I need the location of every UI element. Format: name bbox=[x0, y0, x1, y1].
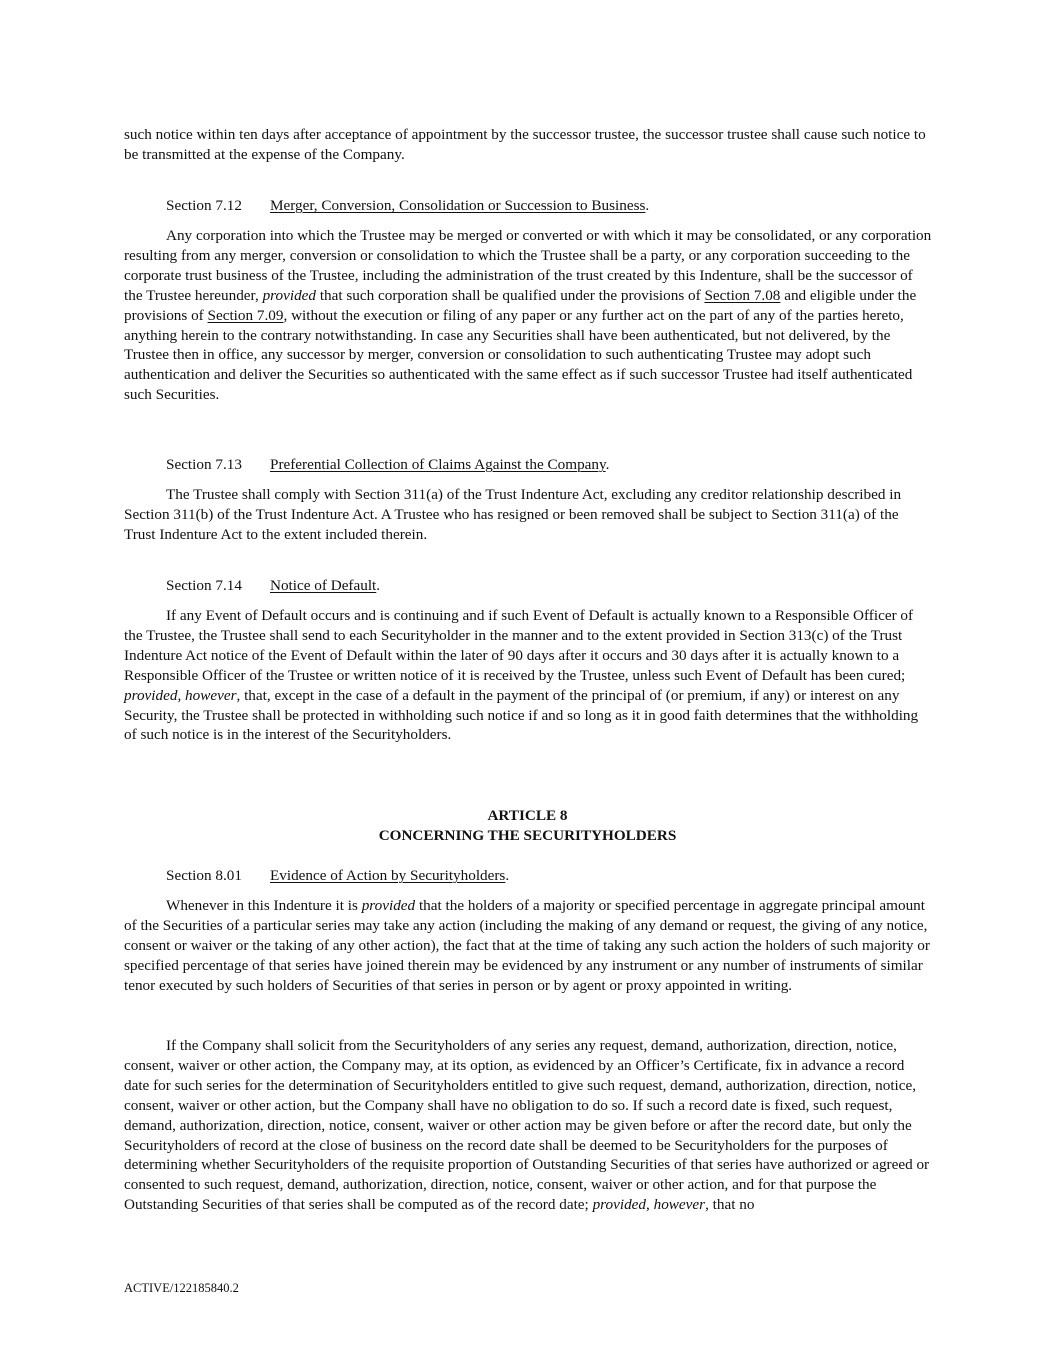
text-run: , that, except in the case of a default in the payment of the principal of (or premium, if any) or interest on any Security, the Trustee shall be protected in withholding such notice if and so long as it in good faith determines that the withholding of such notice is in the interest of the Securityholders. bbox=[124, 686, 919, 744]
section-7-12-paragraph bbox=[124, 226, 932, 405]
section-title: Evidence of Action by Securityholders bbox=[270, 867, 506, 884]
italic-run: however bbox=[653, 1196, 706, 1214]
section-7-14-heading bbox=[166, 576, 380, 596]
italic-run: provided bbox=[361, 897, 416, 914]
article-number: ARTICLE 8 bbox=[487, 807, 568, 824]
section-number: Section 7.13 bbox=[166, 456, 242, 473]
text-run: If any Event of Default occurs and is continuing and if such Event of Default is actually known to a Responsible Officer of the Trustee, the Trustee shall send to each Securityholder in the manner and to the extent provided in Section 313(c) of the Trust Indenture Act notice of the Event of Default within the later of 90 days after it occurs and 30 days after it is actually known to a Responsible Officer of the Trustee or written notice of it is received by the Trustee, unless such Event of Default has been cured; bbox=[124, 607, 914, 684]
text-run: Any corporation into which the Trustee may be merged or converted or with which it may be consolidated, or any corporation resulting from any merger, conversion or consolidation to which the Trustee shall be a party, or any corporation succeeding to the corporate trust business of the Trustee, including the administration of the trust created by this Indenture, shall be the successor of the Trustee hereunder, bbox=[124, 227, 932, 304]
document-footer-id: ACTIVE/122185840.2 bbox=[124, 1281, 239, 1295]
text-run: and eligible under the provisions of bbox=[124, 286, 917, 324]
section-title: Preferential Collection of Claims Against the Company bbox=[270, 456, 606, 473]
text-run: If the Company shall solicit from the Securityholders of any series any request, demand, authorization, direction, notice, consent, waiver or other action, the Company may, at its option, as evidenced by an Officer’s Certificate, fix in advance a record date for such series for the determination of Securityholders entitled to give such request, demand, authorization, direction, notice, consent, waiver or other action, but the Company shall have no obligation to do so. If such a record date is fixed, such request, demand, authorization, direction, notice, consent, waiver or other action may be given before or after the record date, but only the Securityholders of record at the close of business on the record date shall be deemed to be Securityholders for the purposes of determining whether Securityholders of the requisite proportion of Outstanding Securities of that series have authorized or agreed or consented to such request, demand, authorization, direction, notice, consent, waiver or other action, and for that purpose the Outstanding Securities of that series shall be computed as of the record date; bbox=[124, 1037, 930, 1214]
text-run: that such corporation shall be qualified under the provisions of bbox=[316, 286, 705, 304]
section-number: Section 7.14 bbox=[166, 577, 242, 594]
italic-run: provided bbox=[124, 686, 178, 704]
section-title: Merger, Conversion, Consolidation or Succession to Business bbox=[270, 197, 646, 214]
text-run: , without the execution or filing of any paper or any further act on the part of any of the parties hereto, anything herein to the contrary notwithstanding. In case any Securities shall have been authenticated, but not delivered, by the Trustee then in office, any successor by merger, conversion or consolidation to such authenticating Trustee may adopt such authentication and deliver the Securities so authenticated with the same effect as if such successor Trustee had itself authenticated such Securities. bbox=[124, 306, 913, 404]
italic-run: provided bbox=[592, 1196, 647, 1214]
section-period: . bbox=[605, 456, 610, 473]
section-8-01-heading bbox=[166, 866, 509, 886]
text-run: , that no bbox=[705, 1196, 755, 1214]
text-run: , bbox=[177, 686, 186, 704]
section-7-13-paragraph: The Trustee shall comply with Section 311(a) of the Trust Indenture Act, excluding any creditor relationship described in Section 311(b) of the Trust Indenture Act. A Trustee who has resigned or been removed shall be subject to Section 311(a) of the Trust Indenture Act to the extent included therein. bbox=[124, 486, 902, 543]
section-title: Notice of Default bbox=[270, 577, 377, 594]
section-period: . bbox=[505, 867, 510, 884]
italic-run: however bbox=[185, 686, 237, 704]
section-8-01-paragraph-1 bbox=[124, 896, 932, 996]
section-7-12-heading bbox=[166, 196, 649, 216]
paragraph-continuation: such notice within ten days after acceptance of appointment by the successor trustee, the successor trustee shall cause such notice to be transmitted at the expense of the Company. bbox=[124, 126, 926, 163]
cross-reference-link[interactable]: Section 7.08 bbox=[704, 286, 781, 304]
section-7-13-heading bbox=[166, 455, 609, 475]
section-8-01-paragraph-2 bbox=[124, 1036, 932, 1215]
section-number: Section 8.01 bbox=[166, 867, 242, 884]
article-heading bbox=[0, 806, 1055, 846]
italic-run: provided bbox=[262, 286, 317, 304]
text-run: Whenever in this Indenture it is bbox=[166, 897, 362, 914]
section-7-14-paragraph bbox=[124, 606, 932, 745]
cross-reference-link[interactable]: Section 7.09 bbox=[207, 306, 284, 324]
text-run: that the holders of a majority or specified percentage in aggregate principal amount of the Securities of a particular series may take any action (including the making of any demand or request, the giving of any notice, consent or waiver or the taking of any other action), the fact that at the time of taking any such action the holders of such majority or specified percentage of that series have joined therein may be evidenced by any instrument or any number of instruments of similar tenor executed by such holders of Securities of that series in person or by agent or proxy appointed in writing. bbox=[124, 897, 930, 994]
article-title: CONCERNING THE SECURITYHOLDERS bbox=[378, 826, 677, 844]
section-period: . bbox=[376, 577, 381, 594]
text-run: , bbox=[646, 1196, 654, 1214]
section-number: Section 7.12 bbox=[166, 197, 242, 214]
section-period: . bbox=[645, 197, 650, 214]
